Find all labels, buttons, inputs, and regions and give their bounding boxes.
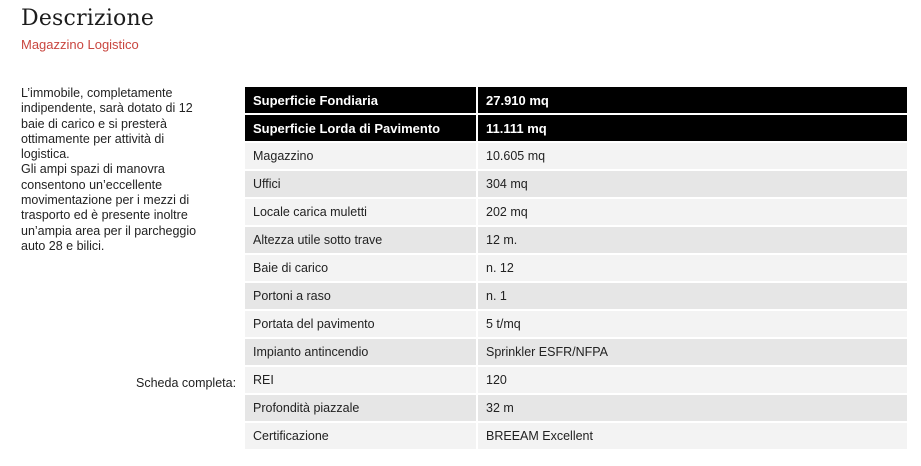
spec-value: 202 mq bbox=[478, 199, 907, 227]
spec-label: Locale carica muletti bbox=[245, 199, 478, 227]
spec-row bbox=[245, 227, 907, 255]
spec-label: Impianto antincendio bbox=[245, 339, 478, 367]
spec-label: Portoni a raso bbox=[245, 283, 478, 311]
spec-label: Portata del pavimento bbox=[245, 311, 478, 339]
spec-row bbox=[245, 199, 907, 227]
spec-value: 120 bbox=[478, 367, 907, 395]
spec-value: 12 m. bbox=[478, 227, 907, 255]
spec-label: Altezza utile sotto trave bbox=[245, 227, 478, 255]
spec-value: BREEAM Excellent bbox=[478, 423, 907, 451]
description-text: L’immobile, completamente indipendente, sarà dotato di 12 baie di carico e si presterà ottimamente per attività di logistica. Gli ampi spazi di manovra consentono un’eccellente movimentazione per i mezzi di trasporto ed è presente inoltre un’ampia area per il parcheggio auto 28 e bilici. bbox=[21, 86, 197, 253]
spec-label: Profondità piazzale bbox=[245, 395, 478, 423]
spec-value: Sprinkler ESFR/NFPA bbox=[478, 339, 907, 367]
spec-row bbox=[245, 395, 907, 423]
spec-row bbox=[245, 283, 907, 311]
spec-row bbox=[245, 171, 907, 199]
specs-table bbox=[245, 87, 907, 451]
page-subtitle: Magazzino Logistico bbox=[21, 37, 139, 52]
spec-row bbox=[245, 255, 907, 283]
spec-value: 32 m bbox=[478, 395, 907, 423]
spec-value: 11.111 mq bbox=[478, 115, 907, 143]
spec-row bbox=[245, 311, 907, 339]
spec-label: Certificazione bbox=[245, 423, 478, 451]
spec-label: REI bbox=[245, 367, 478, 395]
spec-row bbox=[245, 423, 907, 451]
spec-row bbox=[245, 367, 907, 395]
spec-value: 5 t/mq bbox=[478, 311, 907, 339]
spec-row bbox=[245, 115, 907, 143]
scheda-completa-label: Scheda completa: bbox=[136, 376, 237, 390]
spec-value: 304 mq bbox=[478, 171, 907, 199]
spec-row bbox=[245, 339, 907, 367]
spec-label: Superficie Lorda di Pavimento bbox=[245, 115, 478, 143]
spec-label: Uffici bbox=[245, 171, 478, 199]
spec-label: Superficie Fondiaria bbox=[245, 87, 478, 115]
spec-value: n. 12 bbox=[478, 255, 907, 283]
spec-row bbox=[245, 143, 907, 171]
spec-label: Magazzino bbox=[245, 143, 478, 171]
page-title: Descrizione bbox=[21, 6, 155, 31]
spec-value: n. 1 bbox=[478, 283, 907, 311]
spec-label: Baie di carico bbox=[245, 255, 478, 283]
spec-value: 10.605 mq bbox=[478, 143, 907, 171]
spec-row bbox=[245, 87, 907, 115]
spec-value: 27.910 mq bbox=[478, 87, 907, 115]
